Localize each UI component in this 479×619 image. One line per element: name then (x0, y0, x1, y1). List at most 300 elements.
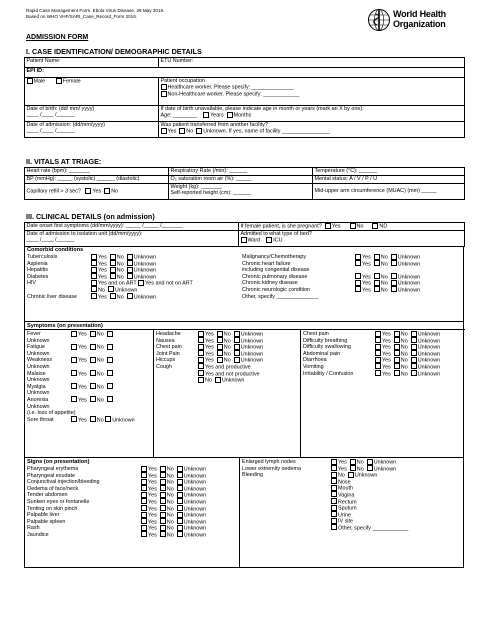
option-label: Unknown (183, 473, 207, 480)
option-checkbox[interactable] (217, 350, 223, 356)
option-checkbox[interactable] (110, 267, 116, 273)
option-label: Unknown (417, 357, 441, 364)
sign-options (141, 512, 237, 519)
pregnant-nd-checkbox[interactable] (372, 223, 378, 229)
transfer-no-checkbox[interactable] (179, 128, 185, 134)
option-checkbox[interactable] (331, 518, 337, 524)
epi-id-field[interactable] (25, 68, 465, 78)
symptom-options (198, 357, 298, 364)
option-label: No (356, 466, 364, 473)
row-label: Palpable liver (27, 512, 60, 519)
row-label: Pharyngeal erythema (27, 466, 79, 472)
option-checkbox[interactable] (160, 531, 166, 537)
symptom-name (27, 351, 69, 358)
option-checkbox[interactable] (411, 331, 417, 337)
option-checkbox[interactable] (234, 337, 240, 343)
option-label: Unknown (112, 417, 135, 424)
option-label: Yes (362, 274, 371, 281)
option-label: Nose (338, 479, 351, 486)
row-label: Chest pain (156, 344, 182, 351)
option-checkbox[interactable] (391, 280, 397, 286)
symptom-options (375, 338, 463, 345)
option-checkbox[interactable] (110, 273, 116, 279)
option-checkbox[interactable] (127, 273, 133, 279)
option-checkbox[interactable] (160, 518, 166, 524)
option-checkbox[interactable] (71, 396, 77, 402)
option-checkbox[interactable] (90, 331, 96, 337)
option-checkbox[interactable] (391, 286, 397, 292)
symptom-options (71, 331, 151, 338)
option-checkbox[interactable] (177, 512, 183, 518)
symptom-options (198, 331, 298, 338)
comorbid-name (242, 287, 352, 294)
option-checkbox[interactable] (177, 479, 183, 485)
row-label: Diarrhoea (303, 357, 327, 364)
months-checkbox[interactable] (227, 112, 233, 118)
option-label: No (166, 525, 174, 532)
option-label: Unknown (221, 377, 245, 384)
symptom-options (71, 344, 151, 351)
sign-name (27, 506, 139, 513)
option-checkbox[interactable] (374, 260, 380, 266)
option-checkbox[interactable] (198, 337, 204, 343)
option-checkbox[interactable] (411, 344, 417, 350)
option-checkbox[interactable] (215, 377, 221, 383)
option-checkbox[interactable] (160, 512, 166, 518)
option-checkbox[interactable] (391, 273, 397, 279)
option-checkbox[interactable] (375, 357, 381, 363)
option-checkbox[interactable] (160, 479, 166, 485)
option-checkbox[interactable] (141, 492, 147, 498)
row-label: Unknown (27, 363, 50, 370)
option-label: Unknown (240, 331, 264, 338)
symptom-name (27, 377, 69, 384)
onset-date-field[interactable]: Date onset first symptoms (dd/mm/yyyy): _____ /_____ /_______ (25, 223, 239, 231)
comorbid-name (27, 254, 87, 261)
option-checkbox[interactable] (141, 485, 147, 491)
option-checkbox[interactable] (234, 357, 240, 363)
option-checkbox[interactable] (411, 337, 417, 343)
option-checkbox[interactable] (391, 260, 397, 266)
option-checkbox[interactable] (91, 267, 97, 273)
option-label: No (116, 274, 124, 281)
isolation-date-cell[interactable] (25, 231, 239, 247)
option-checkbox[interactable] (177, 492, 183, 498)
option-checkbox[interactable] (71, 383, 77, 389)
option-checkbox[interactable] (367, 465, 373, 471)
option-label: No (223, 357, 231, 364)
clinical-table (24, 222, 465, 247)
comorbid-name (242, 280, 352, 287)
option-checkbox[interactable] (234, 344, 240, 350)
option-checkbox[interactable] (374, 254, 380, 260)
option-checkbox[interactable] (217, 344, 223, 350)
option-label: No (96, 331, 104, 338)
option-checkbox[interactable] (394, 337, 400, 343)
option-checkbox[interactable] (355, 260, 361, 266)
option-checkbox[interactable] (375, 370, 381, 376)
option-checkbox[interactable] (141, 531, 147, 537)
option-checkbox[interactable] (90, 383, 96, 389)
option-label: No (400, 357, 408, 364)
option-checkbox[interactable] (394, 370, 400, 376)
option-label: Unknown (183, 466, 207, 473)
option-checkbox[interactable] (355, 254, 361, 260)
resp-rate-field[interactable]: Respiratory Rate (/min): ______ (169, 168, 313, 176)
option-checkbox[interactable] (375, 337, 381, 343)
comorbid-name (27, 274, 87, 281)
bleeding-site-option (331, 479, 463, 486)
sign-options (141, 506, 237, 513)
option-label: Yes (98, 267, 107, 274)
row-label: Unknown (27, 403, 50, 410)
option-label: No (356, 459, 364, 466)
option-checkbox[interactable] (127, 260, 133, 266)
option-checkbox[interactable] (331, 498, 337, 504)
option-checkbox[interactable] (331, 485, 337, 491)
option-checkbox[interactable] (91, 254, 97, 260)
option-label: Yes and productive (205, 364, 251, 371)
option-checkbox[interactable] (110, 293, 116, 299)
option-checkbox[interactable] (90, 416, 96, 422)
option-checkbox[interactable] (391, 254, 397, 260)
symptom-name (303, 331, 375, 338)
option-checkbox[interactable] (394, 350, 400, 356)
option-checkbox[interactable] (411, 350, 417, 356)
option-checkbox[interactable] (375, 363, 381, 369)
option-checkbox[interactable] (411, 370, 417, 376)
height-field[interactable]: Self-reported height (cm): ______ (170, 190, 252, 197)
option-checkbox[interactable] (71, 357, 77, 363)
option-label: Yes (78, 397, 87, 404)
symptom-name (27, 384, 69, 391)
option-checkbox[interactable] (90, 344, 96, 350)
option-checkbox[interactable] (90, 357, 96, 363)
option-checkbox[interactable] (107, 331, 113, 337)
sign-name (27, 492, 139, 499)
comorbid-options (355, 261, 463, 268)
option-checkbox[interactable] (141, 518, 147, 524)
symptom-name (156, 384, 196, 391)
symptoms-col3-options (375, 331, 463, 377)
option-checkbox[interactable] (160, 525, 166, 531)
option-checkbox[interactable] (234, 331, 240, 337)
comorbid-name (242, 254, 352, 261)
option-checkbox[interactable] (107, 383, 113, 389)
option-checkbox[interactable] (110, 260, 116, 266)
option-checkbox[interactable] (411, 357, 417, 363)
option-label: Yes (382, 344, 391, 351)
option-label: Yes (362, 280, 371, 287)
option-checkbox[interactable] (91, 260, 97, 266)
option-checkbox[interactable] (177, 525, 183, 531)
option-checkbox[interactable] (375, 350, 381, 356)
option-checkbox[interactable] (107, 396, 113, 402)
option-checkbox[interactable] (177, 472, 183, 478)
option-checkbox[interactable] (110, 254, 116, 260)
option-checkbox[interactable] (234, 350, 240, 356)
option-checkbox[interactable] (160, 505, 166, 511)
row-label: Unknown (27, 377, 50, 384)
option-label: Yes (148, 532, 157, 539)
row-label: Sore throat (27, 416, 54, 423)
option-label: Unknown (183, 499, 207, 506)
option-checkbox[interactable] (90, 370, 96, 376)
option-label: Unknown (183, 486, 207, 493)
option-checkbox[interactable] (331, 505, 337, 511)
option-checkbox[interactable] (375, 344, 381, 350)
option-label: No (400, 344, 408, 351)
option-checkbox[interactable] (177, 466, 183, 472)
option-checkbox[interactable] (374, 280, 380, 286)
option-checkbox[interactable] (71, 370, 77, 376)
option-checkbox[interactable] (217, 331, 223, 337)
bleeding-site-option (331, 492, 463, 499)
option-checkbox[interactable] (90, 396, 96, 402)
transfer-no-label: No (186, 128, 194, 135)
option-checkbox[interactable] (91, 293, 97, 299)
etu-number-field[interactable] (159, 58, 465, 68)
option-checkbox[interactable] (107, 370, 113, 376)
row-label: Weakness (27, 357, 53, 364)
option-checkbox[interactable] (141, 498, 147, 504)
icu-checkbox[interactable] (266, 237, 272, 243)
sign-name (27, 525, 139, 532)
option-label: Unknown (114, 287, 138, 294)
option-label: Yes (205, 344, 214, 351)
section-2-title: II. VITALS AT TRIAGE: (26, 157, 102, 166)
option-checkbox[interactable] (105, 416, 111, 422)
option-checkbox[interactable] (350, 465, 356, 471)
ward-checkbox[interactable] (241, 237, 247, 243)
sign-options (141, 525, 237, 532)
option-checkbox[interactable] (107, 344, 113, 350)
symptoms-col1-names (27, 331, 76, 423)
option-checkbox[interactable] (141, 525, 147, 531)
option-label: No (98, 287, 105, 294)
option-checkbox[interactable] (141, 466, 147, 472)
age-label[interactable]: Age: ________ (160, 112, 198, 119)
transfer-yes-checkbox[interactable] (161, 128, 167, 134)
option-label: No (338, 472, 345, 479)
symptom-name (27, 331, 69, 338)
symptoms-title: Symptoms (on presentation) (27, 323, 103, 329)
option-checkbox[interactable] (160, 485, 166, 491)
option-checkbox[interactable] (177, 498, 183, 504)
row-label: Hiccups (156, 357, 176, 364)
years-checkbox[interactable] (203, 112, 209, 118)
option-checkbox[interactable] (127, 293, 133, 299)
weight-field[interactable]: Weight (kg): _______ (170, 184, 222, 190)
option-checkbox[interactable] (141, 472, 147, 478)
option-checkbox[interactable] (355, 273, 361, 279)
hcw-checkbox[interactable] (161, 84, 167, 90)
comorbid-name (242, 274, 352, 281)
option-checkbox[interactable] (177, 531, 183, 537)
symptom-options (375, 364, 463, 371)
option-checkbox[interactable] (177, 505, 183, 511)
pregnant-yes-checkbox[interactable] (325, 223, 331, 229)
option-checkbox[interactable] (331, 491, 337, 497)
icu-label: ICU (273, 237, 283, 244)
symptom-name (303, 364, 375, 371)
option-label: Unknown (133, 267, 157, 274)
option-checkbox[interactable] (348, 472, 354, 478)
transfer-cell (159, 122, 465, 138)
option-checkbox[interactable] (217, 337, 223, 343)
row-label: Enlarged lymph nodes (242, 459, 296, 465)
etu-number-label: ETU Number: (160, 58, 194, 64)
sign-name (27, 519, 139, 526)
signs-right-names (242, 459, 332, 479)
option-checkbox[interactable] (71, 344, 77, 350)
symptom-name (303, 371, 375, 378)
form-reference-line2: Based on WHO VHF/SARI_Case_Record_Form 2016. (26, 14, 138, 19)
option-label: Yes (148, 512, 157, 519)
option-checkbox[interactable] (177, 485, 183, 491)
option-label: Yes (382, 364, 391, 371)
option-checkbox[interactable] (198, 350, 204, 356)
admission-date-cell[interactable] (25, 122, 159, 138)
option-label: Yes (362, 287, 371, 294)
cap-no-checkbox[interactable] (104, 188, 110, 194)
option-checkbox[interactable] (160, 472, 166, 478)
option-checkbox[interactable] (331, 478, 337, 484)
option-label: No (223, 338, 231, 345)
option-checkbox[interactable] (331, 524, 337, 530)
non-hcw-checkbox[interactable] (161, 91, 167, 97)
option-label: Yes (382, 370, 391, 377)
option-checkbox[interactable] (127, 267, 133, 273)
symptoms-col3-names (303, 331, 375, 377)
symptom-options (71, 397, 151, 404)
heart-rate-field[interactable]: Heart rate (bpm): _______ (25, 168, 169, 176)
option-checkbox[interactable] (374, 286, 380, 292)
sign-options (141, 479, 237, 486)
option-checkbox[interactable] (198, 344, 204, 350)
non-hcw-label: Non-Healthcare worker. Please specify: ____________ (167, 91, 300, 98)
option-checkbox[interactable] (138, 280, 144, 286)
option-checkbox[interactable] (198, 357, 204, 363)
option-label: No (166, 492, 174, 499)
cap-yes-checkbox[interactable] (85, 188, 91, 194)
option-checkbox[interactable] (177, 518, 183, 524)
option-checkbox[interactable] (355, 280, 361, 286)
option-checkbox[interactable] (217, 357, 223, 363)
option-checkbox[interactable] (71, 416, 77, 422)
option-label: Yes (148, 473, 157, 480)
option-checkbox[interactable] (160, 498, 166, 504)
muac-field[interactable]: Mid-upper arm circumference (MUAC) (mm) _____ (313, 184, 465, 200)
symptom-name (27, 397, 69, 404)
option-checkbox[interactable] (141, 479, 147, 485)
option-checkbox[interactable] (331, 465, 337, 471)
option-label: Unknown (183, 492, 207, 499)
bed-type-label: Admitted to what type of bed? (240, 231, 312, 237)
option-checkbox[interactable] (91, 273, 97, 279)
comorbid-options (91, 274, 241, 281)
option-label: No (400, 331, 408, 338)
symptom-name (156, 371, 196, 378)
dob-cell[interactable] (25, 106, 159, 122)
row-label: Chronic liver disease (27, 293, 78, 300)
symptom-name (27, 357, 69, 364)
isolation-date-blank: ____ /____ /______ (26, 237, 75, 244)
option-checkbox[interactable] (141, 505, 147, 511)
option-label: Yes (382, 357, 391, 364)
option-label: Yes (205, 351, 214, 358)
comorbid-left-options (91, 254, 241, 300)
patient-name-field[interactable] (25, 58, 159, 68)
option-checkbox[interactable] (394, 344, 400, 350)
option-label: Unknown (183, 512, 207, 519)
option-checkbox[interactable] (141, 512, 147, 518)
option-checkbox[interactable] (91, 280, 97, 286)
option-checkbox[interactable] (331, 511, 337, 517)
option-checkbox[interactable] (394, 363, 400, 369)
option-checkbox[interactable] (108, 286, 114, 292)
option-checkbox[interactable] (375, 331, 381, 337)
temperature-field[interactable]: Temperature (°C): ______ (313, 168, 465, 176)
row-label: Diabetes (27, 273, 49, 280)
option-checkbox[interactable] (91, 286, 97, 292)
who-logo (367, 6, 471, 34)
female-checkbox[interactable] (56, 78, 62, 84)
option-checkbox[interactable] (198, 363, 204, 369)
option-checkbox[interactable] (160, 466, 166, 472)
pregnant-no-checkbox[interactable] (350, 223, 356, 229)
option-checkbox[interactable] (331, 472, 337, 478)
option-checkbox[interactable] (198, 377, 204, 383)
option-checkbox[interactable] (198, 370, 204, 376)
symptom-options (198, 371, 298, 378)
signs-title: Signs (on presentation) (27, 459, 90, 465)
option-checkbox[interactable] (198, 331, 204, 337)
o2-sat-field[interactable]: O₂ saturation room air (%): _____ (169, 176, 313, 184)
option-checkbox[interactable] (394, 331, 400, 337)
male-checkbox[interactable] (27, 78, 33, 84)
bleeding-site-option (331, 485, 463, 492)
option-checkbox[interactable] (367, 459, 373, 465)
male-label: Male (33, 78, 46, 85)
option-checkbox[interactable] (355, 286, 361, 292)
form-reference-line1: Rapid Case Management Form. Ebola Virus Disease, 28 May 2018. (26, 8, 165, 13)
option-checkbox[interactable] (71, 331, 77, 337)
option-checkbox[interactable] (394, 357, 400, 363)
option-checkbox[interactable] (127, 254, 133, 260)
option-label: Yes (338, 459, 347, 466)
option-checkbox[interactable] (107, 357, 113, 363)
symptoms-col2-options (198, 331, 298, 384)
option-label: Unknown (240, 344, 264, 351)
option-checkbox[interactable] (331, 459, 337, 465)
option-checkbox[interactable] (374, 273, 380, 279)
sign-name (27, 499, 139, 506)
bp-field[interactable]: BP (mmHg): _____ (systolic) ______ (diastolic) (25, 176, 169, 184)
comorbid-right-options (355, 254, 463, 294)
option-label: Yes (78, 384, 87, 391)
option-checkbox[interactable] (160, 492, 166, 498)
option-label: Unknown (240, 338, 264, 345)
option-checkbox[interactable] (350, 459, 356, 465)
comorbid-title: Comorbid conditions (27, 247, 84, 253)
signs-block (24, 458, 464, 568)
option-checkbox[interactable] (411, 363, 417, 369)
transfer-unknown-checkbox[interactable] (196, 128, 202, 134)
mental-status-field[interactable]: Mental status: A / V / P / U (313, 176, 465, 184)
symptom-options (375, 357, 463, 364)
option-label: No (223, 331, 231, 338)
